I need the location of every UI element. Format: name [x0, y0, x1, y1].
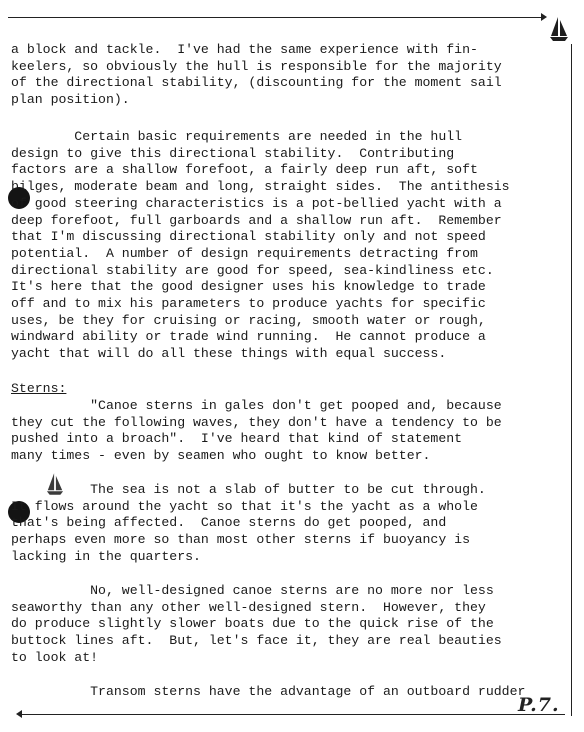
- paragraph: Transom sterns have the advantage of an outboard rudder: [11, 684, 526, 699]
- right-border-rule: [571, 44, 572, 716]
- paragraph: Certain basic requirements are needed in the hull design to give this directional stability. Contributing factors are a shallow forefoot, a fairly deep run aft, soft bilges, moderate beam and long, straight sides. The antithesis of good steering characteristics is a pot-bellied yacht with a deep forefoot, full garboards and a shallow run aft. Remember that I'm discussing directional stability only and not speed potential. A number of design requirements detracting from directional stability are good for speed, sea-kindliness etc. It's here that the good designer uses his knowledge to trade off and to mix his parameters to produce yachts for specific uses, be they for cruising or racing, smooth water or rough, windward ability or trade wind running. He cannot produce a yacht that will do all these things with equal success.: [11, 129, 510, 362]
- paragraph: No, well-designed canoe sterns are no more nor less seaworthy than any other well-designed stern. However, they do produce slightly slower boats due to the quick rise of the buttock lines aft. But, let's face it, they are real beauties to look at!: [11, 583, 502, 665]
- section-heading: Sterns:: [11, 381, 67, 396]
- sailboat-icon: [549, 16, 569, 42]
- paragraph: "Canoe sterns in gales don't get pooped and, because they cut the following waves, they don't have a tendency to be pushed into a broach". I've heard that kind of statement many times - even by seamen who ought to know better.: [11, 398, 502, 464]
- paragraph: The sea is not a slab of butter to be cut through. It flows around the yacht so that it's the yacht as a whole that's being affected. Canoe sterns do get pooped, and perhaps even more so than most other sterns if buoyancy is lacking in the quarters.: [11, 482, 486, 564]
- page-number: P.7.: [518, 694, 560, 716]
- bottom-border-rule: [20, 714, 565, 715]
- top-border-rule: [8, 17, 543, 18]
- paragraph: a block and tackle. I've had the same experience with fin- keelers, so obviously the hull is responsible for the majority of the directional stability, (discounting for the moment sail plan position).: [11, 42, 502, 108]
